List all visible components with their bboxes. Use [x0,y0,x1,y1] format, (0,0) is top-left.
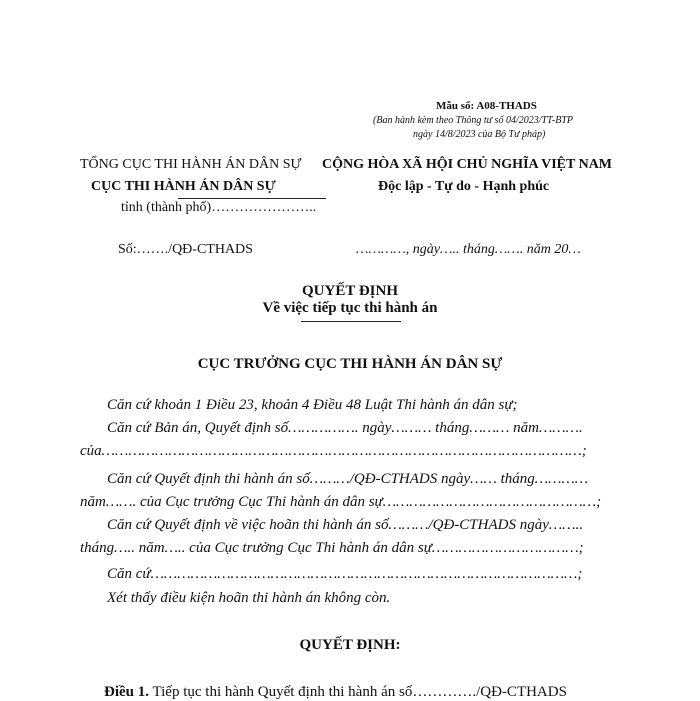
decision-heading: QUYẾT ĐỊNH: [299,637,401,653]
form-note-line2: ngày 14/8/2023 của Bộ Tư pháp) [413,129,546,140]
form-code: Mẫu số: A08-THADS [436,100,537,112]
document-title: QUYẾT ĐỊNH [302,283,398,299]
nation-name: CỘNG HÒA XÃ HỘI CHỦ NGHĨA VIỆT NAM [322,157,613,172]
agency-province: tỉnh (thành phố)………………….. [121,200,317,215]
basis-enforcement-decision: Căn cứ Quyết định thi hành án số………/QĐ-CTHADS ngày…… tháng………… [107,471,589,487]
document-subject: Về việc tiếp tục thi hành án [262,300,438,316]
basis-other: Căn cứ……………………………………………………………………………………; [107,566,583,582]
agency-underline [178,198,326,199]
consideration: Xét thấy điều kiện hoãn thi hành án không còn. [107,590,391,606]
place-date: …………, ngày….. tháng……. năm 20… [356,242,581,257]
basis-judgment-cont: của………………………………………………………………………………………………; [80,443,587,459]
basis-judgment: Căn cứ Bản án, Quyết định số……………. ngày……… tháng……… năm………. [107,420,583,436]
article-1 [104,684,567,701]
parent-agency: TỔNG CỤC THI HÀNH ÁN DÂN SỰ [80,157,302,172]
decision-number: Số:……./QĐ-CTHADS [118,242,253,257]
basis-law: Căn cứ khoản 1 Điều 23, khoản 4 Điều 48 Luật Thi hành án dân sự; [107,397,518,413]
agency-name: CỤC THI HÀNH ÁN DÂN SỰ [91,179,276,194]
subject-underline [301,321,401,322]
article-1-text: Tiếp tục thi hành Quyết định thi hành án số…………./QĐ-CTHADS [152,684,567,700]
basis-postponement-decision: Căn cứ Quyết định về việc hoãn thi hành án số………/QĐ-CTHADS ngày…….. [107,517,584,533]
form-note-line1: (Ban hành kèm theo Thông tư số 04/2023/TT-BTP [373,115,573,126]
issuing-authority: CỤC TRƯỞNG CỤC THI HÀNH ÁN DÂN SỰ [197,356,503,372]
basis-enforcement-decision-cont: năm……. của Cục trưởng Cục Thi hành án dân sự…………………………………………; [80,494,602,510]
nation-motto: Độc lập - Tự do - Hạnh phúc [378,179,550,194]
basis-postponement-decision-cont: tháng….. năm….. của Cục trưởng Cục Thi hành án dân sự……………………………; [80,540,584,556]
article-1-label: Điều 1. [104,684,149,700]
